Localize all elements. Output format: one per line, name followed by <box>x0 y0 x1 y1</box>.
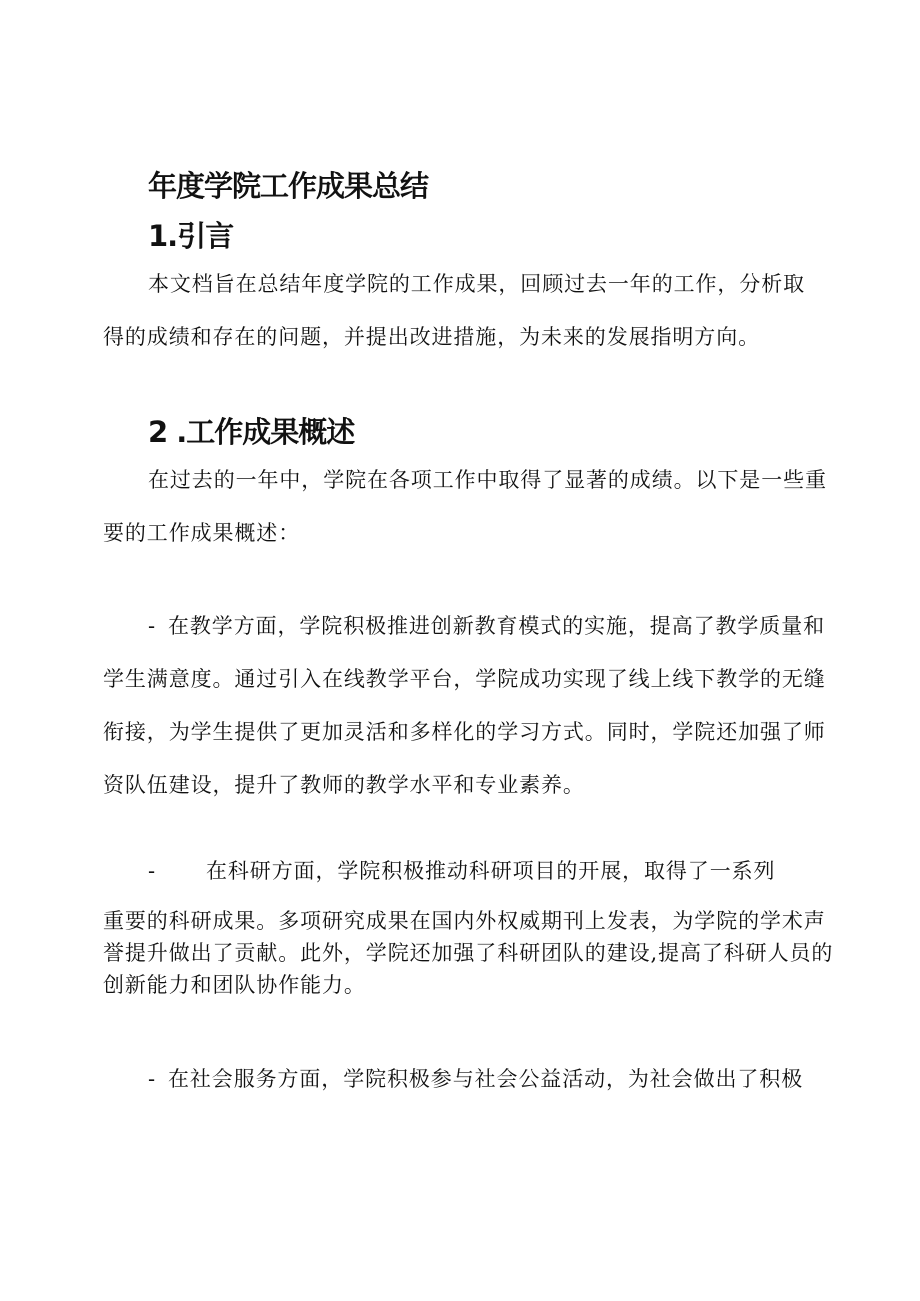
paragraph-line: 得的成绩和存在的问题，并提出改进措施，为未来的发展指明方向。 <box>103 325 760 349</box>
paragraph-line: 在社会服务方面，学院积极参与社会公益活动，为社会做出了积极 <box>168 1067 804 1091</box>
section-1-heading: 1.引言 <box>148 219 234 253</box>
paragraph-line: 创新能力和团队协作能力。 <box>103 973 366 997</box>
paragraph-line: 在过去的一年中，学院在各项工作中取得了显著的成绩。以下是一些重 <box>148 468 827 492</box>
research-bullet-continuation <box>103 905 833 1001</box>
paragraph-line: 誉提升做出了贡献。此外，学院还加强了科研团队的建设,提高了科研人员的 <box>103 941 834 965</box>
section-1-paragraph <box>103 258 805 364</box>
section-2-intro-paragraph <box>103 454 827 560</box>
paragraph-line: 衔接，为学生提供了更加灵活和多样化的学习方式。同时，学院还加强了师 <box>103 720 826 744</box>
service-bullet-first-line <box>148 1053 803 1106</box>
section-2-heading: 2 .工作成果概述 <box>148 415 355 449</box>
bullet-dash: - <box>148 859 156 883</box>
bullet-dash: - <box>148 1067 156 1091</box>
bullet-dash: - <box>148 614 156 638</box>
research-bullet-first-line <box>148 845 775 898</box>
paragraph-line: 要的工作成果概述： <box>103 521 301 545</box>
paragraph-line: 在科研方面，学院积极推动科研项目的开展，取得了一系列 <box>206 859 776 883</box>
paragraph-line: 资队伍建设，提升了教师的教学水平和专业素养。 <box>103 773 585 797</box>
paragraph-line: 重要的科研成果。多项研究成果在国内外权威期刊上发表，为学院的学术声 <box>103 909 826 933</box>
teaching-bullet <box>103 600 826 812</box>
paragraph-line: 本文档旨在总结年度学院的工作成果，回顾过去一年的工作，分析取 <box>148 272 805 296</box>
paragraph-line: 在教学方面，学院积极推进创新教育模式的实施，提高了教学质量和 <box>168 614 825 638</box>
document-title: 年度学院工作成果总结 <box>148 169 429 203</box>
paragraph-line: 学生满意度。通过引入在线教学平台，学院成功实现了线上线下教学的无缝 <box>103 667 826 691</box>
